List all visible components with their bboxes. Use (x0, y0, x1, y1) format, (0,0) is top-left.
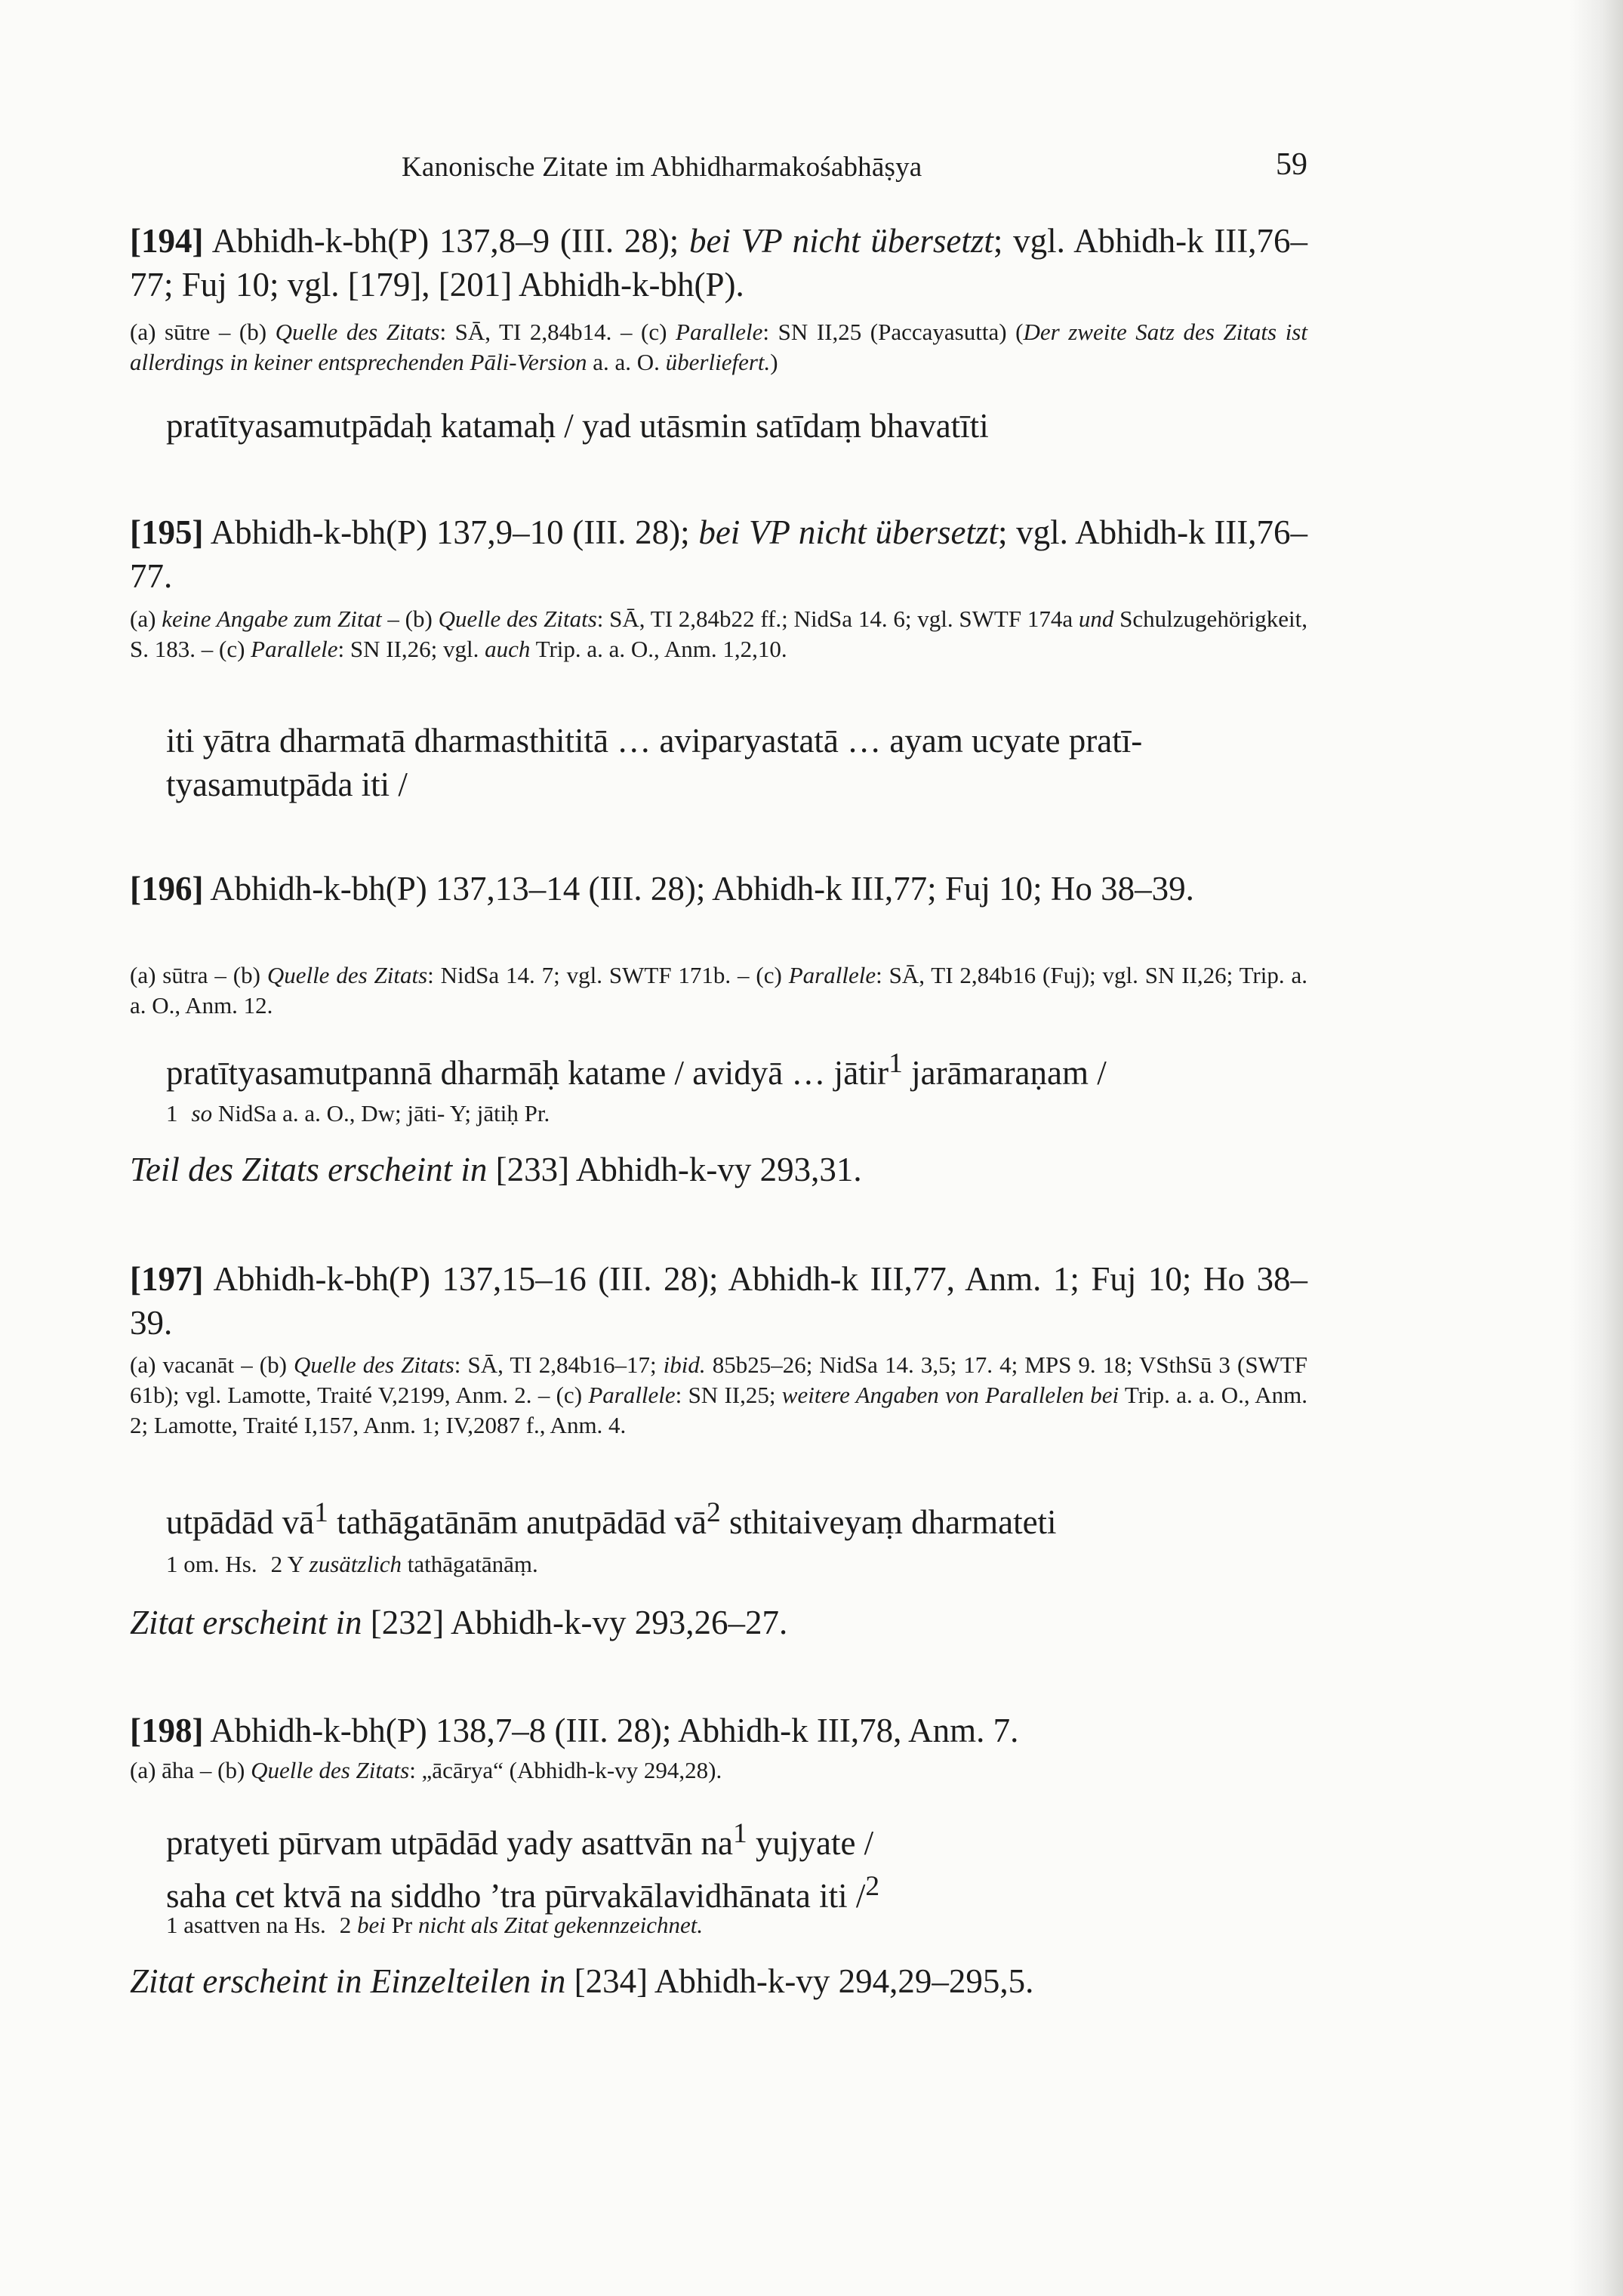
entry-196-heading: [196] Abhidh-k-bh(P) 137,13–14 (III. 28); Abhidh-k III,77; Fuj 10; Ho 38–39. (130, 870, 1194, 908)
running-head: Kanonische Zitate im Abhidharmakośabhāṣya (402, 152, 922, 183)
entry-197-footnotes: 1 om. Hs. 2 Y zusätzlich tathāgatānāṃ. (166, 1551, 538, 1577)
entry-196-quote: pratītyasamutpannā dharmāḥ katame / avidyā … jātir$^1$ jarāmaraṇam / (166, 1048, 1107, 1092)
entry-194-heading: [194] Abhidh-k-bh(P) 137,8–9 (III. 28); bei VP nicht übersetzt; vgl. Abhidh-k III,76–77; Fuj 10; vgl. [179], [201] Abhidh-k-bh(P). (130, 222, 1307, 304)
entry-197-heading: [197] Abhidh-k-bh(P) 137,15–16 (III. 28); Abhidh-k III,77, Anm. 1; Fuj 10; Ho 38–39. (130, 1260, 1307, 1342)
entry-198-heading: [198] Abhidh-k-bh(P) 138,7–8 (III. 28); Abhidh-k III,78, Anm. 7. (130, 1712, 1019, 1749)
entry-194-quote: pratītyasamutpādaḥ katamaḥ / yad utāsmin satīdaṃ bhavatīti (166, 407, 989, 445)
entry-195-quote: iti yātra dharmatā dharmasthititā … aviparyastatā … ayam ucyate pratī- tyasamutpāda iti / (166, 722, 1143, 803)
entry-194-notes: (a) sūtre – (b) Quelle des Zitats: SĀ, TI 2,84b14. – (c) Parallele: SN II,25 (Paccayasutta) (Der zweite Satz des Zitats ist allerdings in keiner entsprechenden Pāli-Version a. a. O. überliefert.) (130, 319, 1307, 375)
entry-195-notes: (a) keine Angabe zum Zitat – (b) Quelle des Zitats: SĀ, TI 2,84b22 ff.; NidSa 14. 6; vgl. SWTF 174a und Schulzugehörigkeit, S. 183. – (c) Parallele: SN II,26; vgl. auch Trip. a. a. O., Anm. 1,2,10. (130, 606, 1307, 662)
entry-198-crossref: Zitat erscheint in Einzelteilen in [234] Abhidh-k-vy 294,29–295,5. (130, 1962, 1034, 2000)
page-number: 59 (1276, 147, 1307, 182)
entry-198-quote: pratyeti pūrvam utpādād yady asattvān $na^1$ yujyate / saha cet ktvā na siddho ’tra pūrvakālavidhānata iti /$^2$ (166, 1818, 880, 1915)
entry-197-crossref: Zitat erscheint in [232] Abhidh-k-vy 293,26–27. (130, 1604, 788, 1641)
entry-196-footnote: 1 so NidSa a. a. O., Dw; jāti- Y; jātiḥ Pr. (166, 1100, 550, 1126)
entry-197-notes: (a) vacanāt – (b) Quelle des Zitats: SĀ, TI 2,84b16–17; ibid. 85b25–26; NidSa 14. 3,5; 17. 4; MPS 9. 18; VSthSū 3 (SWTF 61b); vgl. Lamotte, Traité V,2199, Anm. 2. – (c) Parallele: SN II,25; weitere Angaben von Parallelen bei Trip. a. a. O., Anm. 2; Lamotte, Traité I,157, Anm. 1; IV,2087 f., Anm. 4. (130, 1351, 1308, 1438)
entry-198-footnotes: 1 asattven na Hs. 2 bei Pr nicht als Zitat gekennzeichnet. (166, 1912, 704, 1938)
scan-edge-shadow (1570, 0, 1623, 2296)
entry-196-notes: (a) sūtra – (b) Quelle des Zitats: NidSa 14. 7; vgl. SWTF 171b. – (c) Parallele: SĀ, TI 2,84b16 (Fuj); vgl. SN II,26; Trip. a. a. O., Anm. 12. (130, 962, 1307, 1019)
entry-195-heading: [195] Abhidh-k-bh(P) 137,9–10 (III. 28); bei VP nicht übersetzt; vgl. Abhidh-k III,76–77. (130, 513, 1307, 595)
entry-197-quote: utpādād $vā^1$ tathāgatānām anutpādād $vā^2$ sthitaiveyaṃ dharmateti (166, 1497, 1057, 1541)
entry-198-notes: (a) āha – (b) Quelle des Zitats: „ācārya“ (Abhidh-k-vy 294,28). (130, 1757, 722, 1783)
entry-196-crossref: Teil des Zitats erscheint in [233] Abhidh-k-vy 293,31. (130, 1151, 862, 1188)
